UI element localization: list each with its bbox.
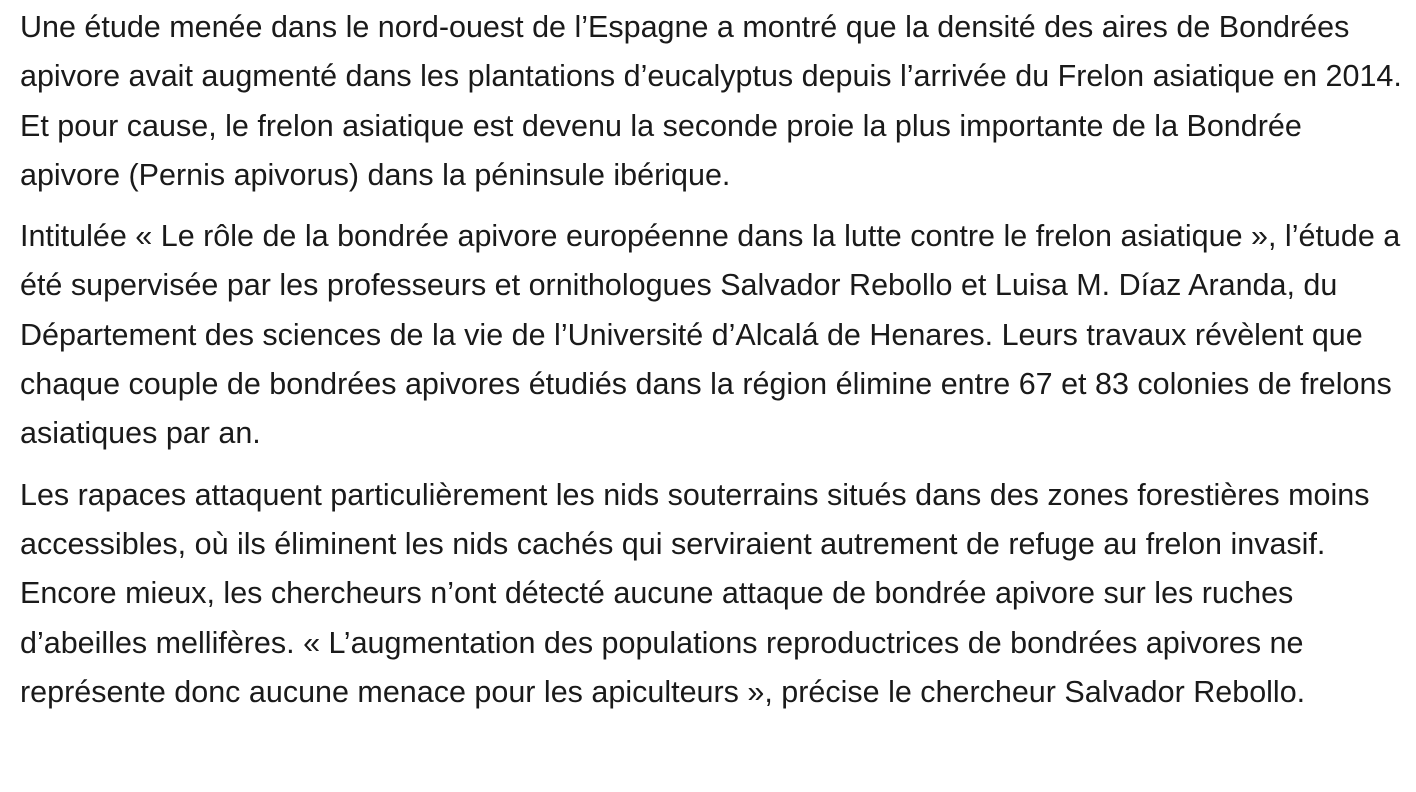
article-paragraph-2: Intitulée « Le rôle de la bondrée apivore européenne dans la lutte contre le frelon asiatique », l’étude a été supervisée par les professeurs et ornithologues Salvador Rebollo et Luisa M. Díaz Aranda, du Département des sciences de la vie de l’Université d’Alcalá de Henares. Leurs travaux révèlent que chaque couple de bondrées apivores étudiés dans la région élimine entre 67 et 83 colonies de frelons asiatiques par an. (20, 219, 1401, 451)
article-body (20, 3, 1405, 729)
article-paragraph-1: Une étude menée dans le nord-ouest de l’Espagne a montré que la densité des aires de Bondrées apivore avait augmenté dans les plantations d’eucalyptus depuis l’arrivée du Frelon asiatique en 2014. Et pour cause, le frelon asiatique est devenu la seconde proie la plus importante de la Bondrée apivore (Pernis apivorus) dans la péninsule ibérique. (20, 10, 1402, 192)
article-paragraph-3: Les rapaces attaquent particulièrement les nids souterrains situés dans des zones forestières moins accessibles, où ils éliminent les nids cachés qui serviraient autrement de refuge au frelon invasif. Encore mieux, les chercheurs n’ont détecté aucune attaque de bondrée apivore sur les ruches d’abeilles mellifères. « L’augmentation des populations reproductrices de bondrées apivores ne représente donc aucune menace pour les apiculteurs », précise le chercheur Salvador Rebollo. (20, 477, 1370, 709)
